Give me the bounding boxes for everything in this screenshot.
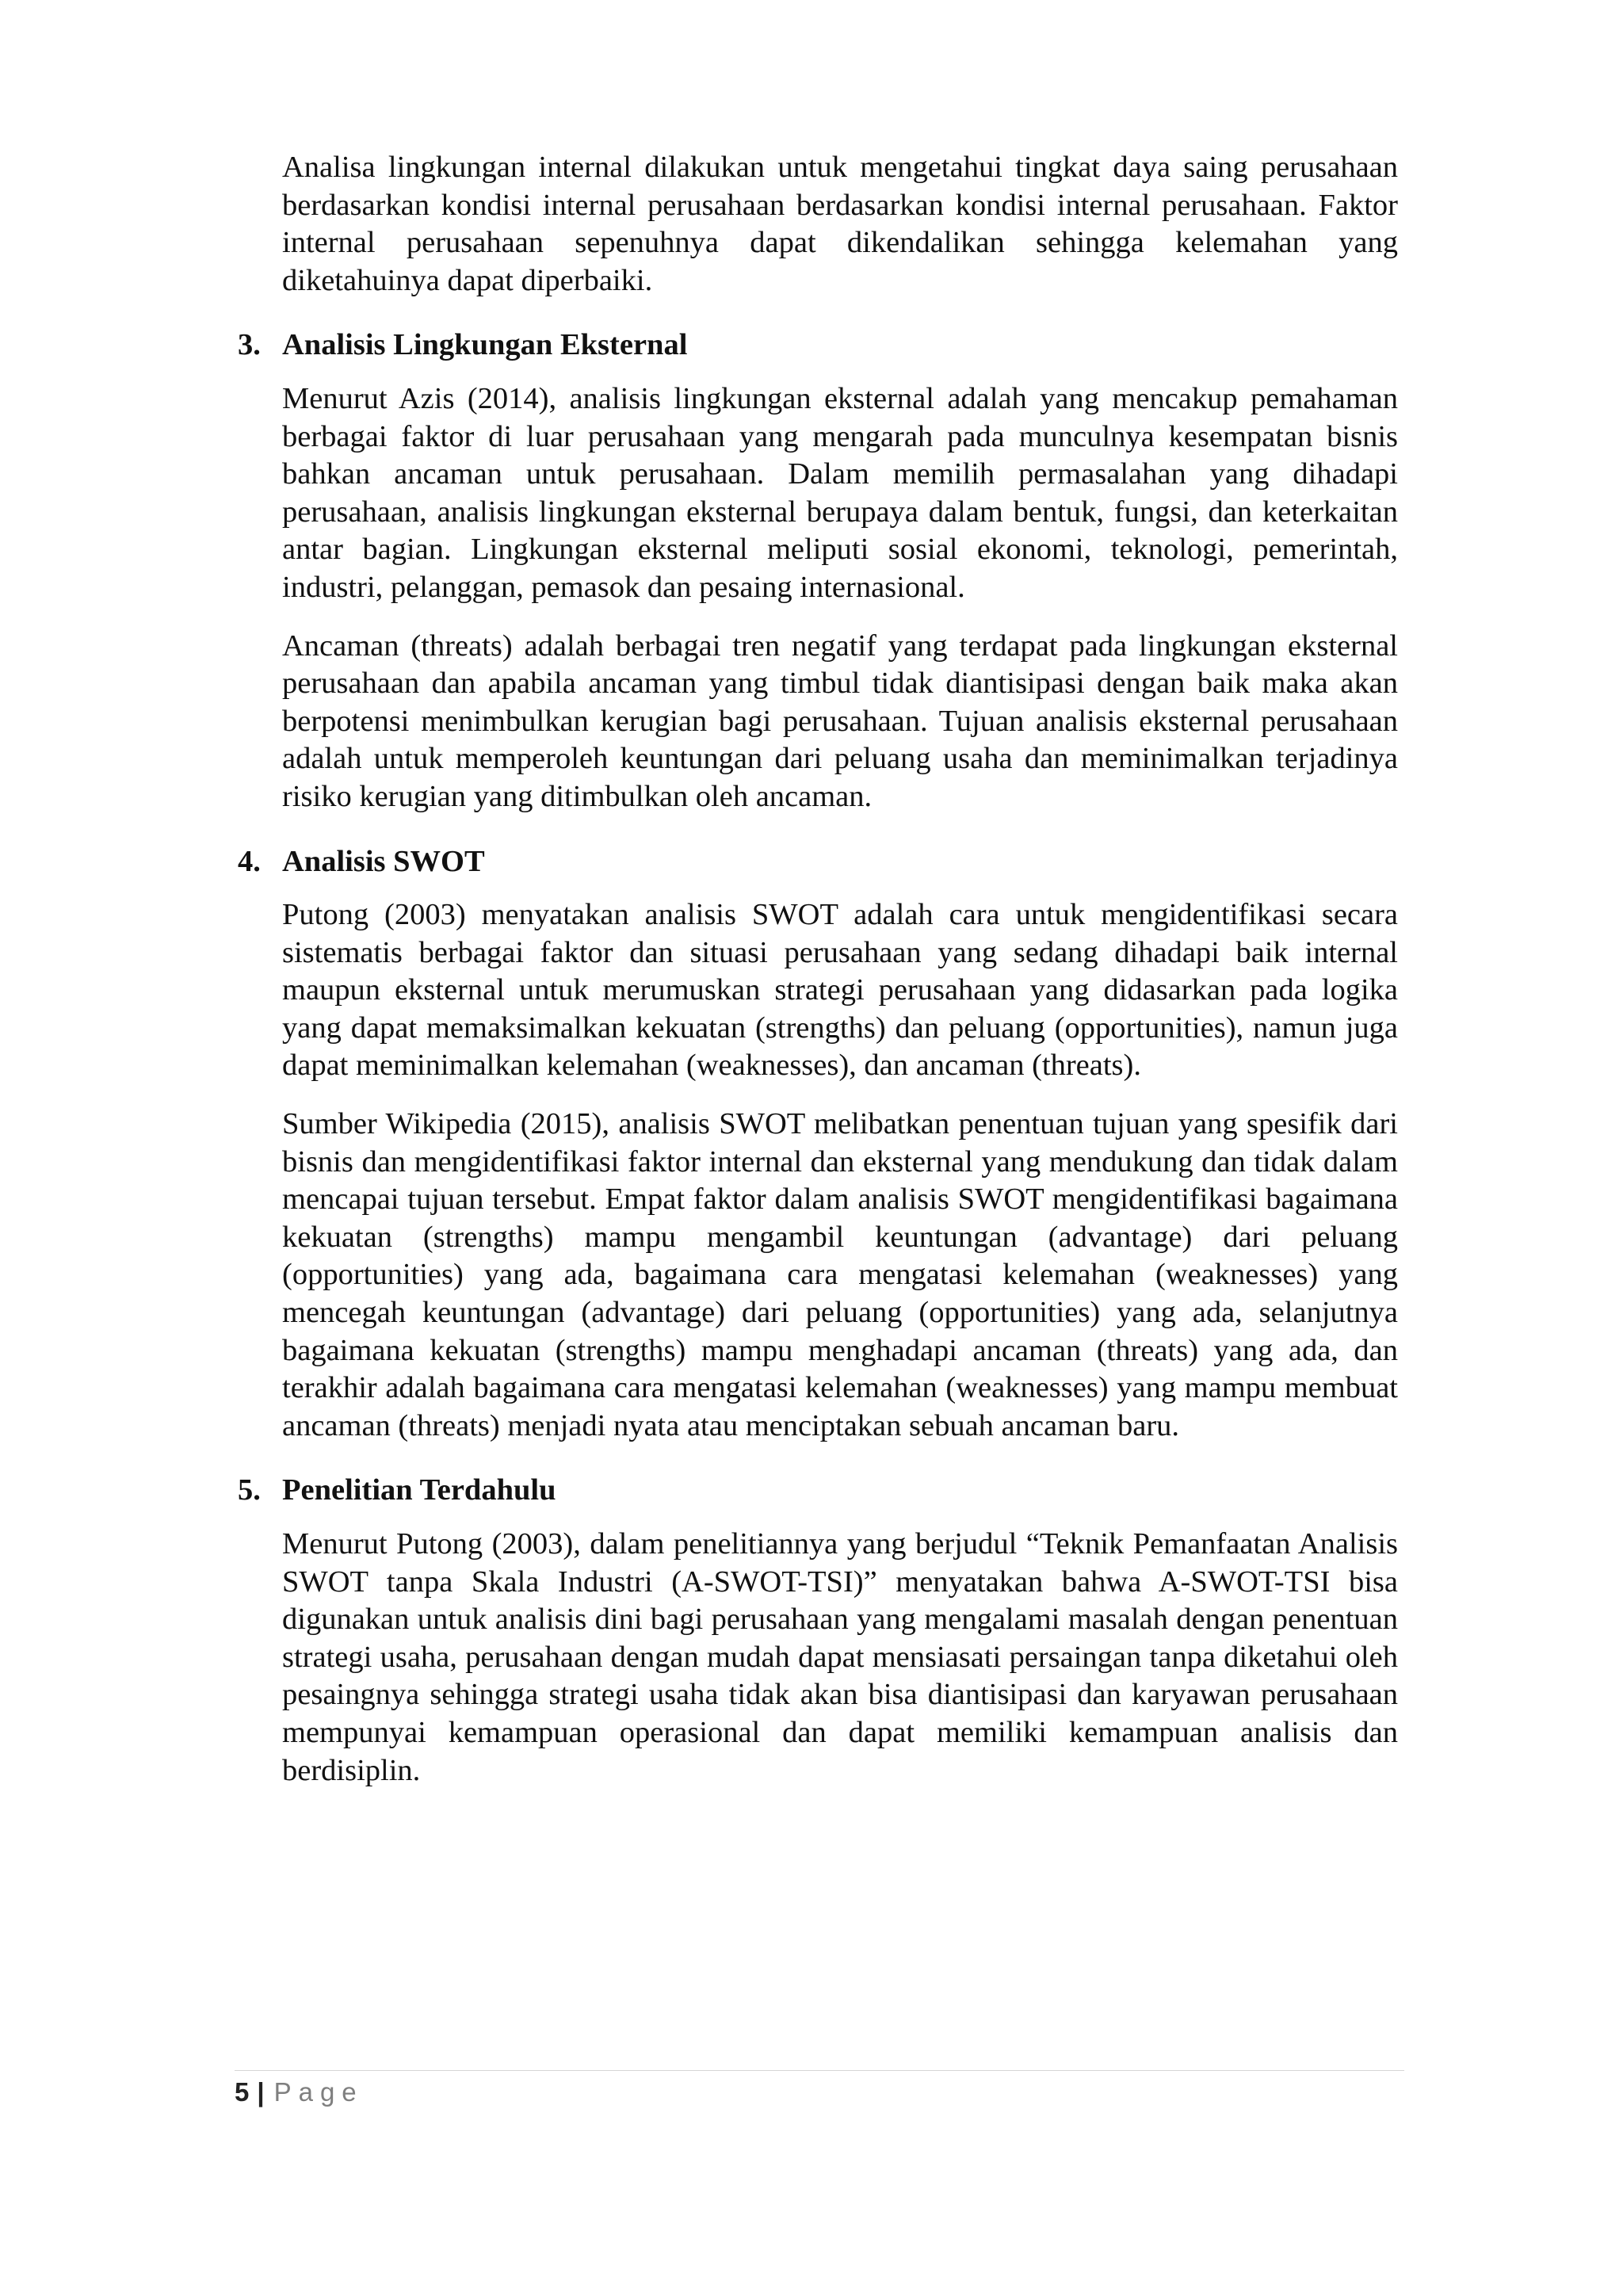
intro-paragraph: Analisa lingkungan internal dilakukan untuk mengetahui tingkat daya saing perusahaan berdasarkan kondisi internal perusahaan berdasarkan kondisi internal perusahaan. Faktor internal perusahaan sepenuhnya dapat dikendalikan sehingga kelemahan yang diketahuinya dapat diperbaiki. [282,151,1398,297]
page-number: 5 [235,2077,250,2107]
section-heading-5 [238,1472,1398,1510]
footer-separator: | [257,2077,265,2107]
section-number: 5. [238,1473,261,1507]
section-title: Analisis Lingkungan Eksternal [282,328,688,362]
section-4-paragraph-1: Putong (2003) menyatakan analisis SWOT adalah cara untuk mengidentifikasi secara sistematis berbagai faktor dan situasi perusahaan yang sedang dihadapi baik internal maupun eksternal untuk merumuskan strategi perusahaan yang didasarkan pada logika yang dapat memaksimalkan kekuatan (strengths) dan peluang (opportunities), namun juga dapat meminimalkan kelemahan (weaknesses), dan ancaman (threats). [282,898,1398,1083]
section-number: 3. [238,328,261,362]
section-title: Penelitian Terdahulu [282,1473,556,1507]
section-number: 4. [238,844,261,878]
section-title: Analisis SWOT [282,844,485,878]
footer-divider [235,2070,1404,2071]
page-body [238,149,1398,1810]
section-heading-4 [238,843,1398,881]
section-3-paragraph-2: Ancaman (threats) adalah berbagai tren negatif yang terdapat pada lingkungan eksternal perusahaan dan apabila ancaman yang timbul tidak diantisipasi dengan baik maka akan berpotensi menimbulkan kerugian bagi perusahaan. Tujuan analisis eksternal perusahaan adalah untuk memperoleh keuntungan dari peluang usaha dan meminimalkan terjadinya risiko kerugian yang ditimbulkan oleh ancaman. [282,628,1398,813]
section-3-paragraph-1: Menurut Azis (2014), analisis lingkungan eksternal adalah yang mencakup pemahaman berbagai faktor di luar perusahaan yang mengarah pada munculnya kesempatan bisnis bahkan ancaman untuk perusahaan. Dalam memilih permasalahan yang dihadapi perusahaan, analisis lingkungan eksternal berupaya dalam bentuk, fungsi, dan keterkaitan antar bagian. Lingkungan eksternal meliputi sosial ekonomi, teknologi, pemerintah, industri, pelanggan, pemasok dan pesaing internasional. [282,381,1398,604]
page-label: Page [273,2077,364,2107]
section-5-paragraph-1: Menurut Putong (2003), dalam penelitiannya yang berjudul “Teknik Pemanfaatan Analisis SWOT tanpa Skala Industri (A-SWOT-TSI)” menyatakan bahwa A-SWOT-TSI bisa digunakan untuk analisis dini bagi perusahaan yang mengalami masalah dengan penentuan strategi usaha, perusahaan dengan mudah dapat mensiasati persaingan tanpa diketahui oleh pesaingnya sehingga strategi usaha tidak akan bisa diantisipasi dan karyawan perusahaan mempunyai kemampuan operasional dan dapat memiliki kemampuan analisis dan berdisiplin. [282,1527,1398,1787]
page-footer [235,2075,364,2110]
section-4-paragraph-2: Sumber Wikipedia (2015), analisis SWOT melibatkan penentuan tujuan yang spesifik dari bisnis dan mengidentifikasi faktor internal dan eksternal yang mendukung dan tidak dalam mencapai tujuan tersebut. Empat faktor dalam analisis SWOT mengidentifikasi bagaimana kekuatan (strengths) mampu mengambil keuntungan (advantage) dari peluang (opportunities) yang ada, bagaimana cara mengatasi kelemahan (weaknesses) yang mencegah keuntungan (advantage) dari peluang (opportunities) yang ada, selanjutnya bagaimana kekuatan (strengths) mampu menghadapi ancaman (threats) yang ada, dan terakhir adalah bagaimana cara mengatasi kelemahan (weaknesses) yang mampu membuat ancaman (threats) menjadi nyata atau menciptakan sebuah ancaman baru. [282,1107,1398,1442]
section-heading-3 [238,327,1398,365]
